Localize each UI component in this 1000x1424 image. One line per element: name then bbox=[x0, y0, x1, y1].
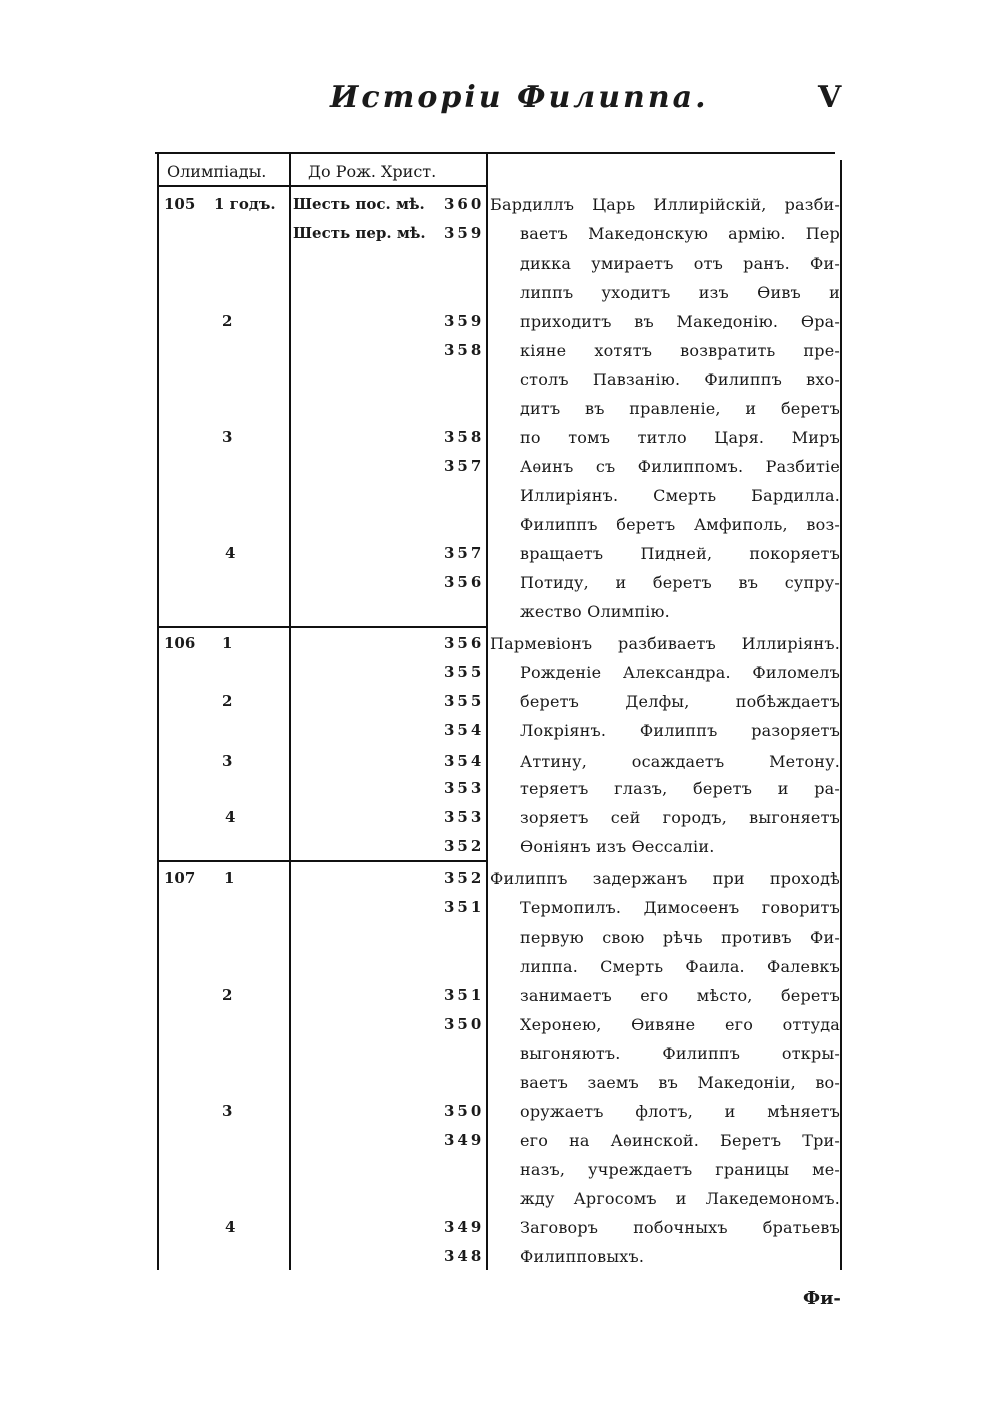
olympiad-year: 3 bbox=[222, 752, 233, 770]
bc-year: 350 bbox=[444, 1015, 485, 1033]
column-rule-2 bbox=[486, 152, 488, 1270]
bc-year: 357 bbox=[444, 457, 485, 475]
table-right-rule bbox=[840, 160, 842, 1270]
text-line: Заговоръ побочныхъ братьевъ bbox=[520, 1218, 840, 1237]
olympiad-year: 4 bbox=[225, 808, 236, 826]
olympiad-year: 1 bbox=[222, 634, 233, 652]
text-line: Филиппъ беретъ Амфиполь, воз- bbox=[520, 515, 840, 534]
text-line: первую свою рѣчь противъ Фи- bbox=[520, 928, 840, 947]
section-rule-106 bbox=[158, 626, 488, 628]
text-line: Рожденiе Александра. Филомелъ bbox=[520, 663, 840, 682]
text-line: вращаетъ Пидней, покоряетъ bbox=[520, 544, 840, 563]
text-line: дитъ въ правленiе, и беретъ bbox=[520, 399, 840, 418]
text-line: Локрiянъ. Филиппъ разоряетъ bbox=[520, 721, 840, 740]
text-line: теряетъ глазъ, беретъ и ра- bbox=[520, 779, 840, 798]
text-line: дикка умираетъ отъ ранъ. Фи- bbox=[520, 254, 840, 273]
text-line: Филипповыхъ. bbox=[520, 1247, 645, 1266]
bc-year: 357 bbox=[444, 544, 485, 562]
catchword: Фи- bbox=[803, 1288, 841, 1309]
olympiad-year: 3 bbox=[222, 1102, 233, 1120]
text-line: Бардиллъ Царь Иллирiйскiй, разби- bbox=[490, 195, 840, 214]
bc-year: 358 bbox=[444, 341, 485, 359]
text-line: Пармевiонъ разбиваетъ Иллирiянъ. bbox=[490, 634, 840, 653]
bc-year: 354 bbox=[444, 721, 485, 739]
text-line: оружаетъ флотъ, и мѣняетъ bbox=[520, 1102, 840, 1121]
header-before-christ: До Рож. Христ. bbox=[308, 162, 437, 181]
column-rule-1 bbox=[289, 152, 291, 1270]
text-line: кiяне хотятъ возвратить пре- bbox=[520, 341, 840, 360]
text-line: приходитъ въ Македонiю. Ѳра- bbox=[520, 312, 840, 331]
text-line: по томъ титло Царя. Миръ bbox=[520, 428, 840, 447]
bc-year: 352 bbox=[444, 869, 485, 887]
bc-year: 351 bbox=[444, 986, 485, 1004]
text-line: Херонею, Ѳивяне его оттуда bbox=[520, 1015, 840, 1034]
bc-year: 355 bbox=[444, 692, 485, 710]
bc-year: 353 bbox=[444, 808, 485, 826]
olympiad-year: 3 bbox=[222, 428, 233, 446]
table-left-rule bbox=[157, 152, 159, 1270]
text-line: липпа. Смерть Фаила. Фалевкъ bbox=[520, 957, 840, 976]
olympiad-year: 1 годъ. bbox=[214, 195, 276, 213]
olympiad-year: 2 bbox=[222, 692, 233, 710]
bc-year: 358 bbox=[444, 428, 485, 446]
section-rule-107 bbox=[158, 860, 488, 862]
text-line: Филиппъ задержанъ при проходѣ bbox=[490, 869, 840, 888]
bc-year: 360 bbox=[444, 195, 485, 213]
running-title: Исторiи Филиппа. bbox=[330, 80, 709, 115]
bc-year: 349 bbox=[444, 1218, 485, 1236]
text-line: ваетъ заемъ въ Македонiи, во- bbox=[520, 1073, 840, 1092]
bc-year: 350 bbox=[444, 1102, 485, 1120]
text-line: липпъ уходитъ изъ Ѳивъ и bbox=[520, 283, 840, 302]
text-line: Термопилъ. Димосѳенъ говоритъ bbox=[520, 898, 840, 917]
bc-year: 359 bbox=[444, 224, 485, 242]
text-line: Ѳонiянъ изъ Ѳессалiи. bbox=[520, 837, 715, 856]
text-line: Иллирiянъ. Смерть Бардилла. bbox=[520, 486, 840, 505]
text-line: его на Аѳинской. Беретъ Три- bbox=[520, 1131, 840, 1150]
text-line: занимаетъ его мѣсто, беретъ bbox=[520, 986, 840, 1005]
bc-year: 355 bbox=[444, 663, 485, 681]
bc-year: 351 bbox=[444, 898, 485, 916]
bc-year: 356 bbox=[444, 573, 485, 591]
bc-year: 349 bbox=[444, 1131, 485, 1149]
text-line: беретъ Делфы, побѣждаетъ bbox=[520, 692, 840, 711]
bc-year: 352 bbox=[444, 837, 485, 855]
bc-year: 354 bbox=[444, 752, 485, 770]
header-olympiads: Олимпiады. bbox=[167, 162, 267, 181]
olympiad-year: 2 bbox=[222, 986, 233, 1004]
olympiad-year: 2 bbox=[222, 312, 233, 330]
text-line: Потиду, и беретъ въ супру- bbox=[520, 573, 840, 592]
text-line: Аттину, осаждаетъ Метону. bbox=[520, 752, 840, 771]
text-line: назъ, учреждаетъ границы ме- bbox=[520, 1160, 840, 1179]
olympiad-number: 106 bbox=[164, 634, 196, 652]
text-line: жду Аргосомъ и Лакедемономъ. bbox=[520, 1189, 840, 1208]
page-number: V bbox=[818, 80, 842, 115]
bc-year: 348 bbox=[444, 1247, 485, 1265]
bc-year: 356 bbox=[444, 634, 485, 652]
olympiad-year: 1 bbox=[224, 869, 235, 887]
month-note: Шесть пос. мѣ. bbox=[293, 195, 425, 213]
text-line: ваетъ Македонскую армiю. Пер bbox=[520, 224, 840, 243]
text-line: жество Олимпiю. bbox=[520, 602, 670, 621]
bc-year: 359 bbox=[444, 312, 485, 330]
text-line: Аѳинъ съ Филиппомъ. Разбитiе bbox=[520, 457, 840, 476]
text-line: выгоняютъ. Филиппъ откры- bbox=[520, 1044, 840, 1063]
table-top-rule bbox=[155, 152, 835, 154]
text-line: зоряетъ сей городъ, выгоняетъ bbox=[520, 808, 840, 827]
text-line: столъ Павзанiю. Филиппъ вхо- bbox=[520, 370, 840, 389]
olympiad-number: 107 bbox=[164, 869, 196, 887]
olympiad-year: 4 bbox=[225, 544, 236, 562]
month-note: Шесть пер. мѣ. bbox=[293, 224, 426, 242]
bc-year: 353 bbox=[444, 779, 485, 797]
olympiad-number: 105 bbox=[164, 195, 196, 213]
olympiad-year: 4 bbox=[225, 1218, 236, 1236]
header-bottom-rule bbox=[158, 185, 488, 187]
